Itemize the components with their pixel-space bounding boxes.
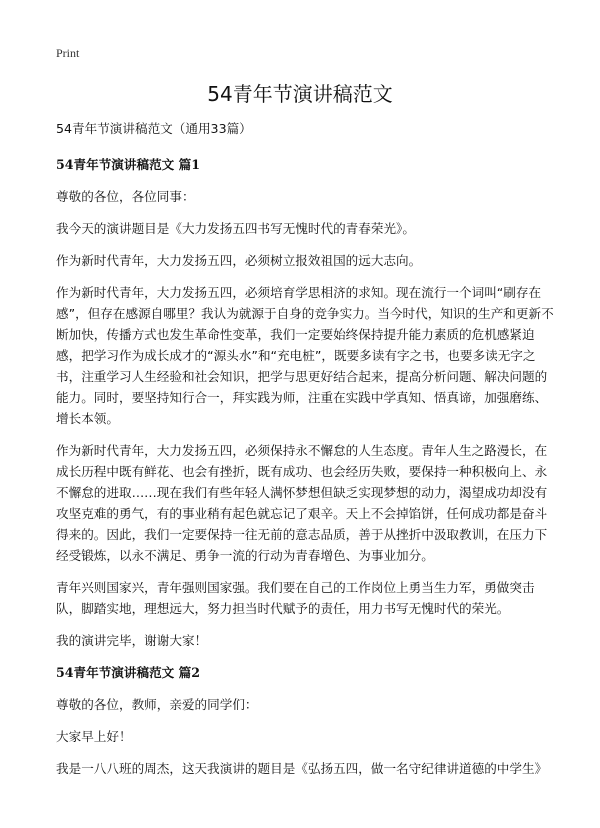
paragraph: 我是一八八班的周杰，这天我演讲的题目是《弘扬五四，做一名守纪律讲道德的中学生》: [56, 761, 548, 776]
print-link[interactable]: Print: [56, 46, 80, 60]
paragraph: 作为新时代青年，大力发扬五四，必须树立报效祖国的远大志向。: [56, 253, 422, 268]
paragraph: 我今天的演讲题目是《大力发扬五四书写无愧时代的青春荣光》。: [56, 221, 415, 236]
page-title: 54青年节演讲稿范文: [207, 82, 393, 106]
article-body: [56, 118, 558, 790]
paragraph: 作为新时代青年，大力发扬五四，必须保持永不懈怠的人生态度。青年人生之路漫长，在成长历程中既有鲜花、也会有挫折，既有成功、也会经历失败，要保持一种积极向上、永不懈怠的进取……现在我们有些年轻人满怀梦想但缺乏实现梦想的动力，渴望成功却没有攻坚克难的勇气，有的事业稍有起色就忘记了艰辛。天上不会掉馅饼，任何成功都是奋斗得来的。因此，我们一定要保持一往无前的意志品质，善于从挫折中汲取教训，在压力下经受锻炼，以永不满足、勇争一流的行动为青春增色、为事业加分。: [56, 443, 548, 563]
section-heading: 54青年节演讲稿范文 篇1: [56, 157, 201, 172]
paragraph: 大家早上好！: [56, 729, 132, 744]
article-subtitle: 54青年节演讲稿范文（通用33篇）: [56, 121, 252, 136]
paragraph: 我的演讲完毕，谢谢大家！: [56, 633, 208, 648]
paragraph: 尊敬的各位，教师，亲爱的同学们：: [56, 697, 258, 712]
section-heading: 54青年节演讲稿范文 篇2: [56, 665, 201, 680]
paragraph: 尊敬的各位，各位同事：: [56, 189, 195, 204]
paragraph: 青年兴则国家兴，青年强则国家强。我们要在自己的工作岗位上勇当生力军，勇做突击队，脚踏实地，理想远大，努力担当时代赋予的责任，用力书写无愧时代的荣光。: [56, 580, 535, 616]
paragraph: 作为新时代青年，大力发扬五四，必须培育学思相济的求知。现在流行一个词叫“刷存在感”，但存在感源自哪里？我认为就源于自身的竞争实力。当今时代，知识的生产和更新不断加快，传播方式也发生革命性变革，我们一定要始终保持提升能力素质的危机感紧迫感，把学习作为成长成才的“源头水”和“充电桩”，既要多读有字之书，也要多读无字之书，注重学习人生经验和社会知识，把学与思更好结合起来，提高分析问题、解决问题的能力。同时，要坚持知行合一，拜实践为师，注重在实践中学真知、悟真谛，加强磨练、增长本领。: [56, 285, 554, 426]
